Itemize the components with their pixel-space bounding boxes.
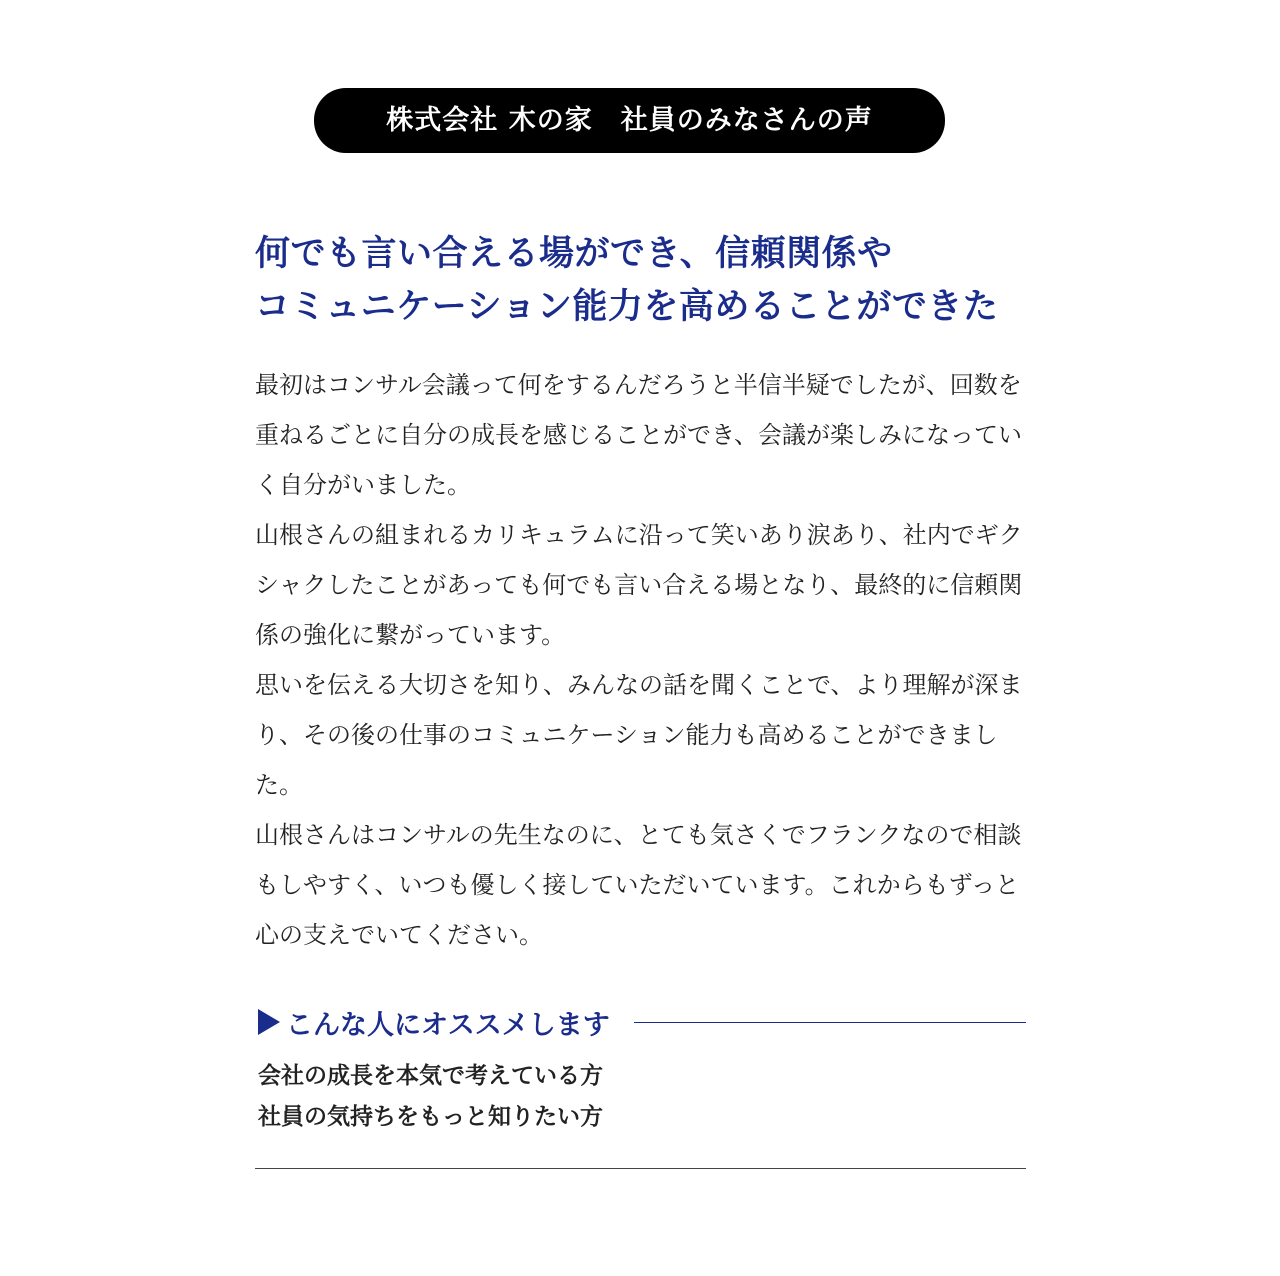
recommend-divider (634, 1022, 1026, 1023)
headline (255, 228, 1035, 334)
list-item: 会社の成長を本気で考えている方 (258, 1063, 603, 1089)
list-item: 社員の気持ちをもっと知りたい方 (258, 1104, 603, 1130)
headline-line-2: コミュニケーション能力を高めることができた (255, 287, 999, 327)
body-paragraph: 山根さんはコンサルの先生なのに、とても気さくでフランクなので相談もしやすく、いつも優しく接していただいています。これからもずっと心の支えでいてください。 (255, 821, 1022, 949)
recommend-title: こんな人にオススメします (286, 1009, 610, 1041)
testimonial-body (255, 360, 1027, 960)
bottom-divider (255, 1168, 1026, 1169)
triangle-bullet-icon (258, 1009, 280, 1035)
body-paragraph: 山根さんの組まれるカリキュラムに沿って笑いあり涙あり、社内でギクシャクしたことがあっても何でも言い合える場となり、最終的に信頼関係の強化に繋がっています。 (255, 521, 1023, 649)
body-paragraph: 思いを伝える大切さを知り、みんなの話を聞くことで、より理解が深まり、その後の仕事のコミュニケーション能力も高めることができました。 (255, 671, 1023, 799)
headline-line-1: 何でも言い合える場ができ、信頼関係や (255, 234, 893, 274)
page-badge: 株式会社 木の家 社員のみなさんの声 (314, 88, 945, 153)
body-paragraph: 最初はコンサル会議って何をするんだろうと半信半疑でしたが、回数を重ねるごとに自分の成長を感じることができ、会議が楽しみになっていく自分がいました。 (255, 371, 1023, 499)
recommend-header (258, 1000, 1026, 1044)
recommend-list (258, 1056, 603, 1138)
